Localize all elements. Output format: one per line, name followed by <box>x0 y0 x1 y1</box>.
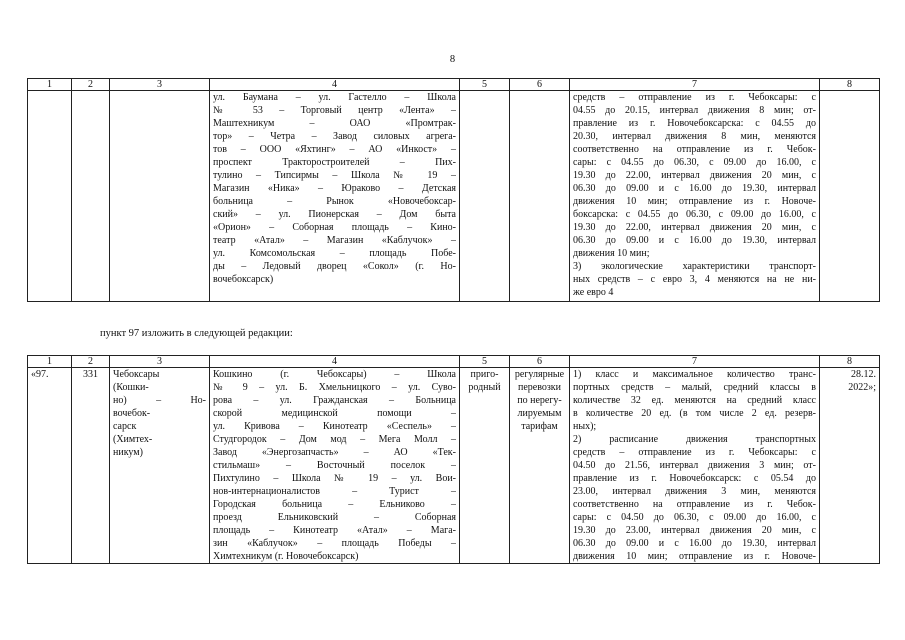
route-table-new <box>27 355 880 564</box>
text-line: скорой медицинской помощи – <box>213 408 456 419</box>
column-number: 3 <box>110 356 210 368</box>
text-line: тарифам <box>521 421 558 432</box>
text-line: вочебок- <box>113 408 151 419</box>
route-number-cell: 331 <box>72 368 110 564</box>
text-line: Городская больница – Ельниково – <box>213 499 456 510</box>
route-table-continued <box>27 78 880 302</box>
text-line: Пихтулино – Школа № 19 – ул. Вои- <box>213 473 456 484</box>
table-row <box>28 368 880 564</box>
route-name-cell <box>110 368 210 564</box>
column-number: 2 <box>72 356 110 368</box>
column-number: 3 <box>110 79 210 91</box>
cell-empty <box>28 91 72 302</box>
text-line: площадь – Кинотеатр «Атал» – Мага- <box>213 525 456 536</box>
text-line: но) – Но- <box>113 395 206 406</box>
text-line: 06.30 до 09.00 и с 16.00 до 19.30, интервал <box>573 538 816 549</box>
column-number: 2 <box>72 79 110 91</box>
text-line: нов-интернационалистов – Турист – <box>213 486 456 497</box>
text-line: приго- <box>470 369 499 380</box>
text-line: № 9 – ул. Б. Хмельницкого – ул. Суво- <box>213 382 456 393</box>
text-line: же евро 4 <box>573 287 614 298</box>
start-date-cell <box>820 368 880 564</box>
text-line: зин «Каблучок» – площадь Победы – <box>213 538 456 549</box>
column-number: 5 <box>460 79 510 91</box>
text-line: 04.50 до 21.56, интервал движения 3 мин; от- <box>573 460 816 471</box>
route-type-cell <box>460 368 510 564</box>
text-line: (Кошки- <box>113 382 149 393</box>
text-line: боксарска: с 04.55 до 06.30, с 09.00 до 16.00, с <box>573 209 816 220</box>
text-line: 04.55 до 20.15, интервал движения 8 мин; от- <box>573 105 816 116</box>
text-line: правление из г. Новочебоксарск: с 05.54 до <box>573 473 816 484</box>
table-header-row <box>28 79 880 91</box>
text-line: «Орион» – Соборная площадь – Кино- <box>213 222 456 233</box>
text-line: движения 10 мин; отправление из г. Новоче- <box>573 551 816 562</box>
text-line: сары: с 04.55 до 06.30, с 09.00 до 16.00, с <box>573 157 816 168</box>
text-line: 19.30 до 22.00, интервал движения 20 мин, с <box>573 170 816 181</box>
table-row <box>28 91 880 302</box>
text-line: больница – Рынок «Новочебоксар- <box>213 196 456 207</box>
text-line: стильмаш» – Восточный поселок – <box>213 460 456 471</box>
text-line: правление из г. Новочебоксарска: с 04.55 до <box>573 118 816 129</box>
text-line: Чебоксары <box>113 369 160 380</box>
text-line: сары: с 04.50 до 06.30, с 09.00 до 16.00, с <box>573 512 816 523</box>
column-number: 5 <box>460 356 510 368</box>
route-path-cell <box>210 91 460 302</box>
text-line: тов – ООО «Яхтинг» – АО «Инкост» – <box>213 144 456 155</box>
text-line: лируемым <box>517 408 562 419</box>
cell-empty <box>460 91 510 302</box>
text-line: средств – отправление из г. Чебоксары: с <box>573 92 816 103</box>
text-line: (Химтех- <box>113 434 153 445</box>
text-line: вочебоксарск) <box>213 274 274 285</box>
text-line: 19.30 до 22.00, интервал движения 20 мин, с <box>573 222 816 233</box>
text-line: по нерегу- <box>517 395 562 406</box>
column-number: 7 <box>570 79 820 91</box>
text-line: ский» – ул. Пионерская – Дом быта <box>213 209 456 220</box>
text-line: № 53 – Торговый центр «Лента» – <box>213 105 456 116</box>
table-header-row <box>28 356 880 368</box>
text-line: в количестве 20 ед. (в том числе 2 ед. резерв- <box>573 408 816 419</box>
text-line: регулярные <box>514 369 565 380</box>
text-line: перевозки <box>517 382 562 393</box>
text-line: родный <box>468 382 501 393</box>
text-line: ул. Кривова – Кинотеатр «Сеспель» – <box>213 421 456 432</box>
transport-type-cell <box>510 368 570 564</box>
text-line: количестве 32 ед. меняются на средний класс <box>573 395 816 406</box>
cell-empty <box>510 91 570 302</box>
text-line: 06.30 до 09.00 и с 16.00 до 19.30, интервал <box>573 235 816 246</box>
text-line: 28.12. <box>851 369 876 380</box>
text-line: портных средств – малый, средний классы в <box>573 382 816 393</box>
column-number: 7 <box>570 356 820 368</box>
text-line: движения 10 мин; отправление из г. Новоче- <box>573 196 816 207</box>
route-parameters-cell <box>570 368 820 564</box>
text-line: театр «Атал» – Магазин «Каблучок» – <box>213 235 456 246</box>
text-line: 23.00, интервал движения 3 мин, меняются <box>573 486 816 497</box>
text-line: 3) экологические характеристики транспорт- <box>573 261 816 272</box>
cell-empty <box>110 91 210 302</box>
text-line: Магазин «Ника» – Юраково – Детская <box>213 183 456 194</box>
text-line: ных); <box>573 421 597 432</box>
route-parameters-cell <box>570 91 820 302</box>
text-line: средств – отправление из г. Чебоксары: с <box>573 447 816 458</box>
text-line: 19.30 до 23.00, интервал движения 20 мин, с <box>573 525 816 536</box>
text-line: соответственно на отправление из г. Чебок- <box>573 144 816 155</box>
text-line: тор» – Четра – Завод силовых агрега- <box>213 131 456 142</box>
text-line: Студгородок – Дом мод – Мега Молл – <box>213 434 456 445</box>
text-line: Маштехникум – ОАО «Промтрак- <box>213 118 456 129</box>
text-line: ды – Ледовый дворец «Сокол» (г. Но- <box>213 261 456 272</box>
text-line: ул. Баумана – ул. Гастелло – Школа <box>213 92 456 103</box>
text-line: ул. Комсомольская – площадь Побе- <box>213 248 456 259</box>
text-line: 2) расписание движения транспортных <box>573 434 816 445</box>
text-line: 20.30, интервал движения 8 мин, меняются <box>573 131 816 142</box>
text-line: проезд Ельниковский – Соборная <box>213 512 456 523</box>
route-path-cell <box>210 368 460 564</box>
text-line: ных средств – с евро 3, 4 меняются на не ни- <box>573 274 816 285</box>
text-line: Кошкино (г. Чебоксары) – Школа <box>213 369 456 380</box>
text-line: движения 10 мин; <box>573 248 650 259</box>
text-line: сарск <box>113 421 137 432</box>
column-number: 1 <box>28 79 72 91</box>
text-line: тулино – Типсирмы – Школа № 19 – <box>213 170 456 181</box>
text-line: Химтехникум (г. Новочебоксарск) <box>213 551 359 562</box>
text-line: 2022»; <box>848 382 876 393</box>
text-line: никум) <box>113 447 143 458</box>
column-number: 8 <box>820 79 880 91</box>
column-number: 8 <box>820 356 880 368</box>
text-line: соответственно на отправление из г. Чебок- <box>573 499 816 510</box>
item-number-cell: «97. <box>28 368 72 564</box>
text-line: Завод «Энергозапчасть» – АО «Тек- <box>213 447 456 458</box>
column-number: 6 <box>510 79 570 91</box>
cell-empty <box>72 91 110 302</box>
column-number: 4 <box>210 356 460 368</box>
text-line: 1) класс и максимальное количество транс- <box>573 369 816 380</box>
cell-empty <box>820 91 880 302</box>
column-number: 1 <box>28 356 72 368</box>
text-line: 06.30 до 09.00 и с 16.00 до 19.30, интервал <box>573 183 816 194</box>
amendment-instruction: пункт 97 изложить в следующей редакции: <box>100 328 293 339</box>
column-number: 6 <box>510 356 570 368</box>
text-line: рова – ул. Гражданская – Больница <box>213 395 456 406</box>
text-line: проспект Тракторостроителей – Пих- <box>213 157 456 168</box>
page-number: 8 <box>449 54 456 65</box>
column-number: 4 <box>210 79 460 91</box>
